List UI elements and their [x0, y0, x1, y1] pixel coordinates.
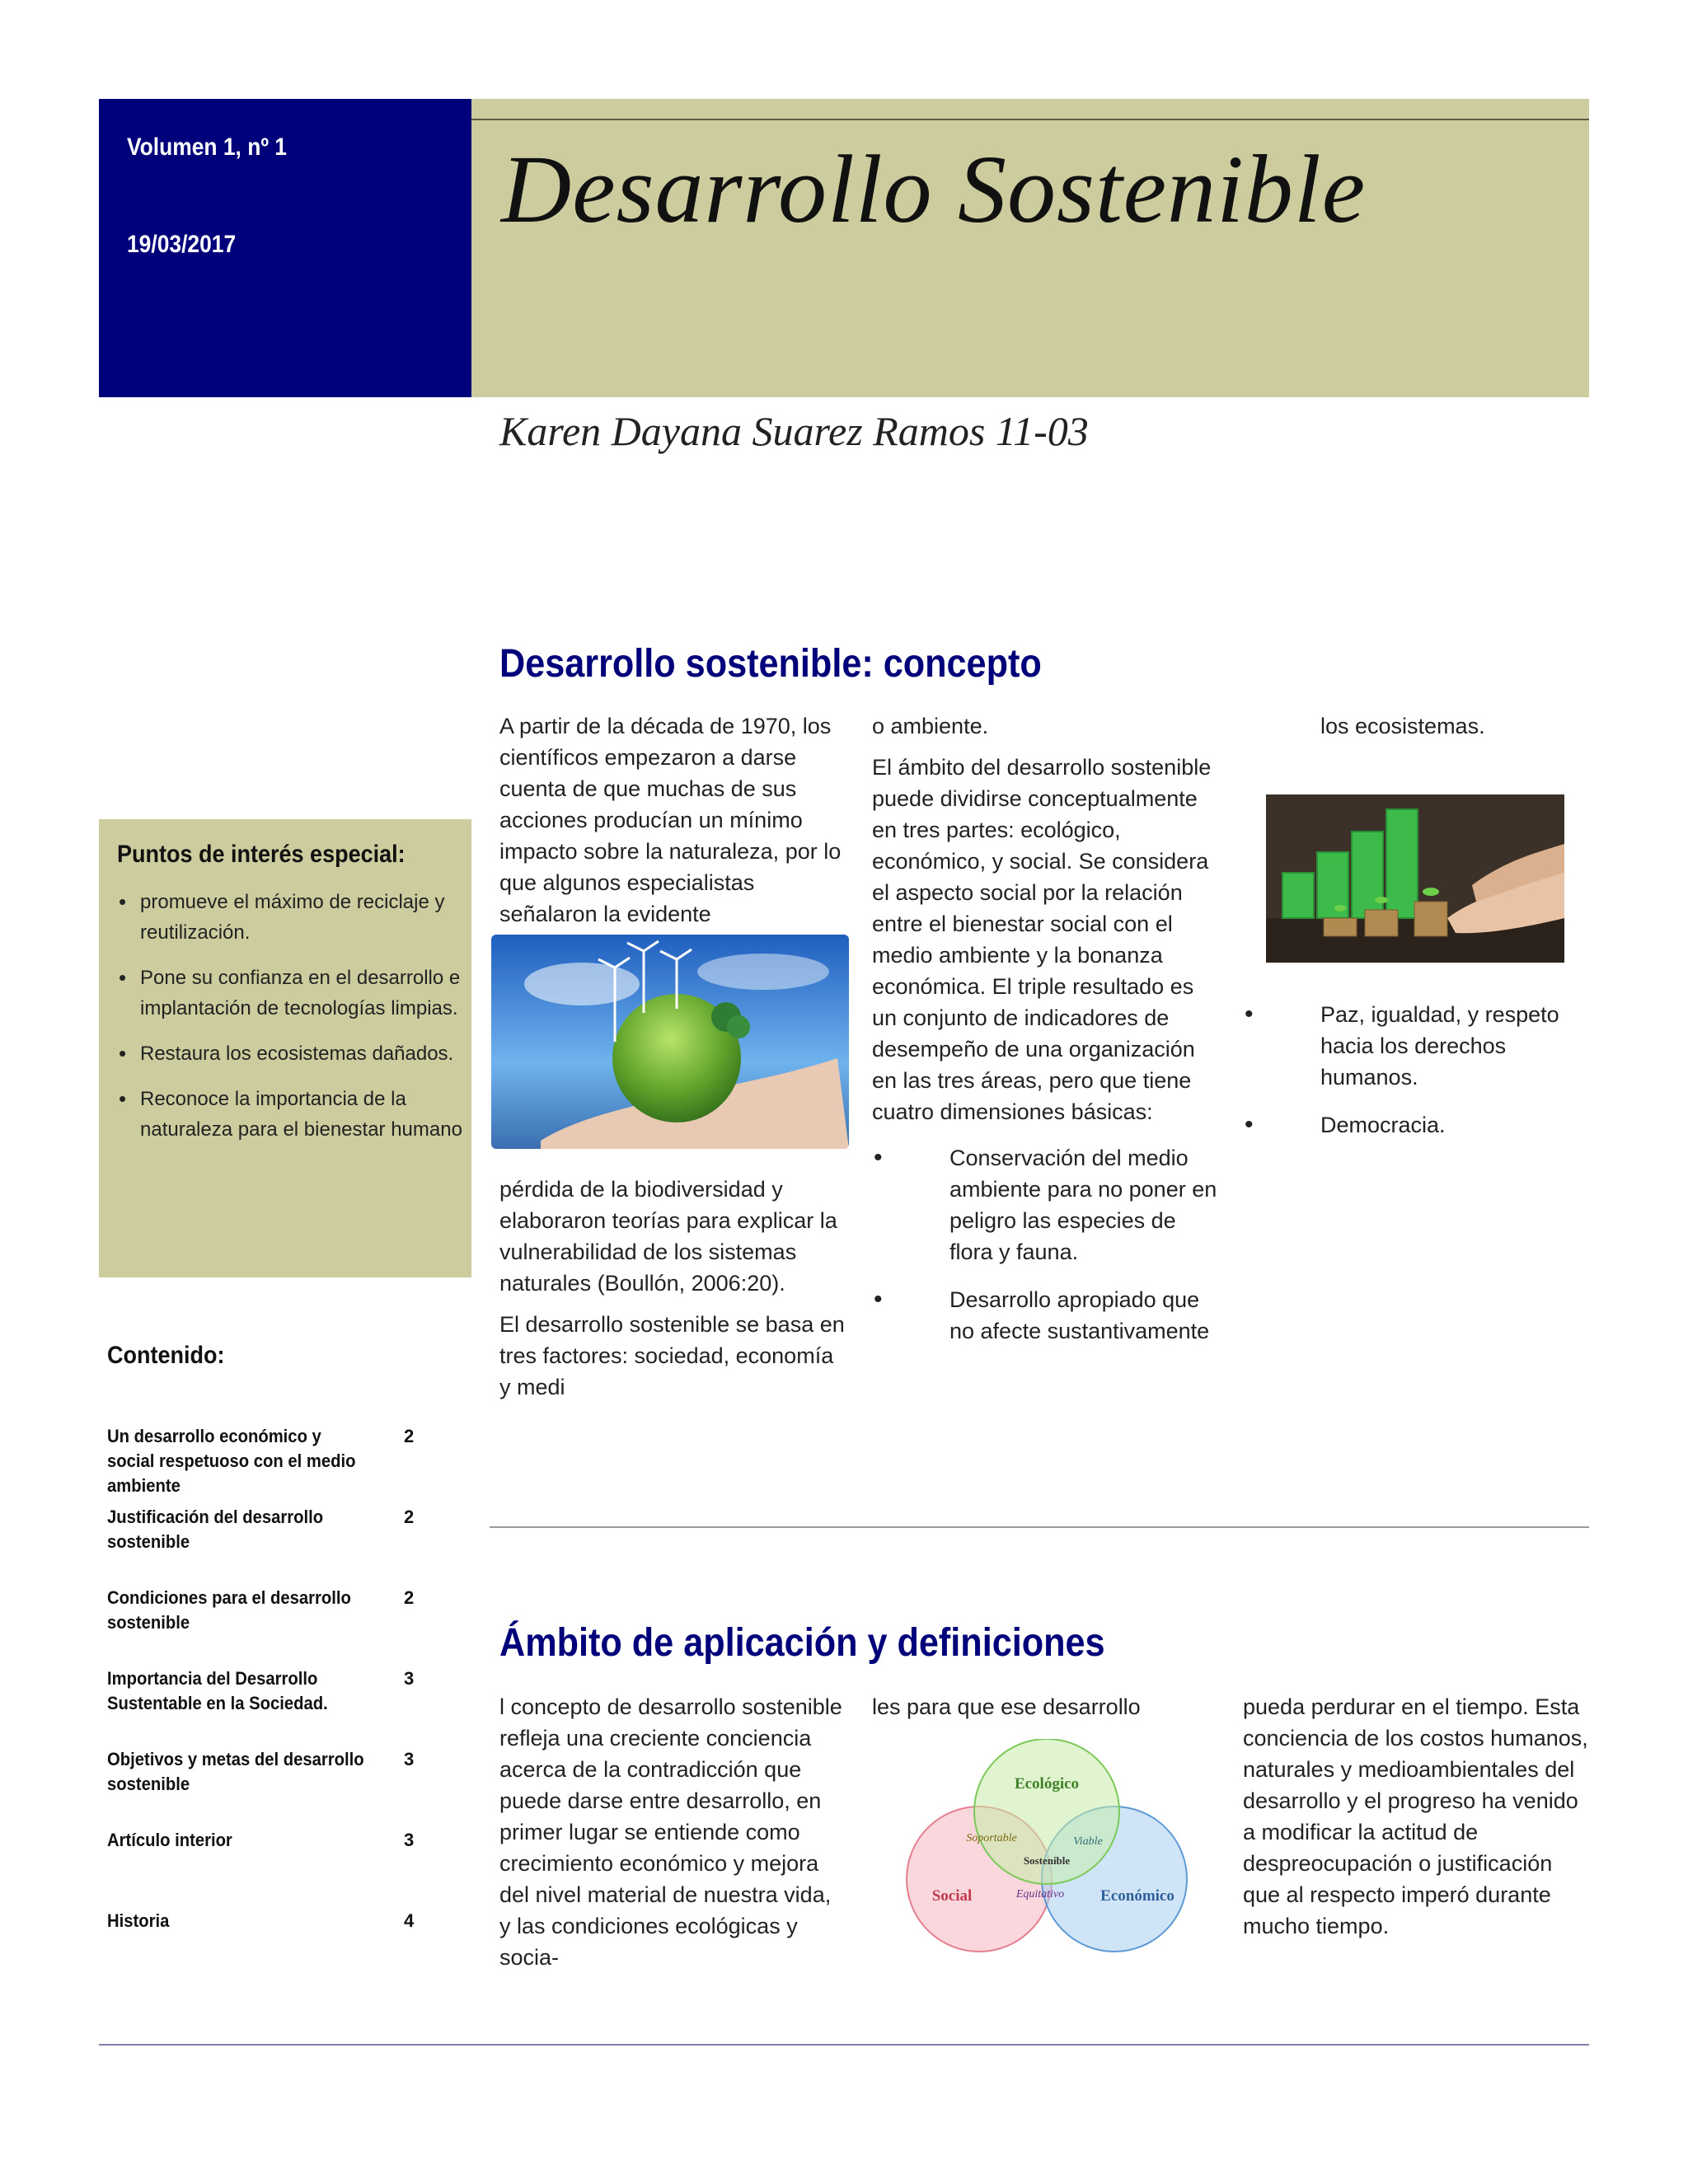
interest-list	[117, 887, 463, 1160]
bullet-item: • Conservación del medio ambiente para no poner en peligro las especies de flora y fauna.	[872, 1142, 1218, 1268]
volume-label: Volumen 1, nº 1	[127, 134, 287, 161]
venn-label-sostenible: Sostenible	[1023, 1854, 1071, 1867]
s1-col3-bullets	[1243, 999, 1589, 1157]
paragraph: A partir de la década de 1970, los científicos empezaron a darse cuenta de que muchas de sus acciones producían un mínimo impacto sobre la naturaleza, por lo que algunos especialistas señalaron la evidente	[499, 714, 842, 926]
venn-label-soportable: Soportable	[966, 1832, 1017, 1844]
s2-col2	[872, 1691, 1218, 1732]
toc-row[interactable]	[107, 1909, 420, 1933]
bullet-item: • Desarrollo apropiado que no afecte sustantivamente	[872, 1284, 1218, 1347]
issue-date: 19/03/2017	[127, 231, 237, 258]
toc-page: 3	[404, 1668, 415, 1689]
toc-page: 3	[404, 1830, 415, 1850]
toc-page: 3	[404, 1749, 415, 1769]
paragraph: pérdida de la biodiversidad y elaboraron teorías para explicar la vulnerabilidad de los sistemas naturales (Boullón, 2006:20).	[499, 1177, 837, 1296]
growth-coins-image	[1266, 794, 1564, 963]
paragraph: l concepto de desarrollo sostenible refleja una creciente conciencia acerca de la contradicción que puede darse entre desarrollo, en primer lugar se entiende como crecimiento económico y mejora del nivel material de nuestra vida, y las condiciones ecológicas y socia-	[499, 1694, 842, 1970]
paragraph: El ámbito del desarrollo sostenible puede dividirse conceptualmente en tres partes: ecológico, económico, y social. Se considera el aspecto social por la relación entre el bienestar social con el medio ambiente y la bonanza económica. El triple resultado es un conjunto de indicadores de desempeño de una organización en las tres áreas, pero que tiene cuatro dimensiones básicas:	[872, 755, 1212, 1124]
toc-row[interactable]	[107, 1505, 420, 1554]
venn-label-economico: Económico	[1100, 1887, 1175, 1905]
toc-row[interactable]	[107, 1828, 420, 1853]
s1-col3	[1243, 710, 1589, 752]
toc-title: Importancia del Desarrollo Sustentable en la Sociedad.	[107, 1668, 328, 1713]
toc-title: Un desarrollo económico y social respetuoso con el medio ambiente	[107, 1426, 356, 1496]
s2-col3	[1243, 1691, 1589, 1952]
venn-label-equitativo: Equitativo	[1015, 1888, 1065, 1900]
sustainability-venn-diagram	[865, 1739, 1228, 1953]
toc-page: 2	[404, 1587, 415, 1608]
toc-row[interactable]	[107, 1586, 420, 1635]
toc-row[interactable]	[107, 1666, 420, 1716]
toc-row[interactable]	[107, 1424, 420, 1498]
toc-page: 4	[404, 1910, 415, 1931]
interest-item: • Reconoce la importancia de la naturaleza para el bienestar humano	[117, 1084, 463, 1145]
special-interest-box	[99, 819, 471, 1277]
toc-title: Historia	[107, 1910, 170, 1931]
section-heading-scope: Ámbito de aplicación y definiciones	[499, 1621, 1105, 1665]
interest-item: • Restaura los ecosistemas dañados.	[117, 1038, 463, 1069]
volume-box	[99, 99, 471, 397]
paragraph: o ambiente.	[872, 714, 989, 738]
paragraph: pueda perdurar en el tiempo. Esta conciencia de los costos humanos, naturales y medioambientales del desarrollo y el progreso ha venido a modificar la actitud de despreocupación o justificación que al respecto imperó durante mucho tiempo.	[1243, 1694, 1588, 1938]
venn-label-viable: Viable	[1073, 1835, 1103, 1848]
title-rule	[471, 119, 1589, 120]
toc-title: Artículo interior	[107, 1830, 232, 1850]
title-banner	[471, 99, 1589, 397]
earth-in-hand-image	[491, 935, 849, 1149]
page-title: Desarrollo Sostenible	[501, 135, 1367, 243]
s2-col1	[499, 1691, 846, 1983]
s1-col1-bottom	[499, 1174, 846, 1413]
toc-title: Justificación del desarrollo sostenible	[107, 1507, 324, 1552]
bullet-item: • Paz, igualdad, y respeto hacia los derechos humanos.	[1243, 999, 1589, 1093]
s1-col2	[872, 710, 1218, 1363]
paragraph: les para que ese desarrollo	[872, 1694, 1141, 1719]
venn-label-social: Social	[931, 1887, 973, 1905]
section-divider	[490, 1526, 1589, 1528]
paragraph: los ecosistemas.	[1320, 714, 1485, 738]
bullet-item: • Democracia.	[1243, 1109, 1589, 1141]
contents-title: Contenido:	[107, 1342, 225, 1369]
interest-item: • promueve el máximo de reciclaje y reutilización.	[117, 887, 463, 948]
interest-item: • Pone su confianza en el desarrollo e implantación de tecnologías limpias.	[117, 963, 463, 1024]
author-line: Karen Dayana Suarez Ramos 11-03	[499, 408, 1089, 454]
s1-col1-top	[499, 710, 846, 940]
section-heading-concept: Desarrollo sostenible: concepto	[499, 642, 1042, 686]
toc-page: 2	[404, 1426, 415, 1446]
toc-title: Condiciones para el desarrollo sostenible	[107, 1587, 351, 1633]
venn-label-ecologico: Ecológico	[1014, 1775, 1080, 1793]
paragraph: El desarrollo sostenible se basa en tres factores: sociedad, economía y medi	[499, 1312, 845, 1399]
footer-divider	[99, 2044, 1589, 2046]
toc-row[interactable]	[107, 1747, 420, 1797]
toc-page: 2	[404, 1507, 415, 1527]
toc-title: Objetivos y metas del desarrollo sostenible	[107, 1749, 364, 1794]
interest-title: Puntos de interés especial:	[117, 841, 406, 868]
